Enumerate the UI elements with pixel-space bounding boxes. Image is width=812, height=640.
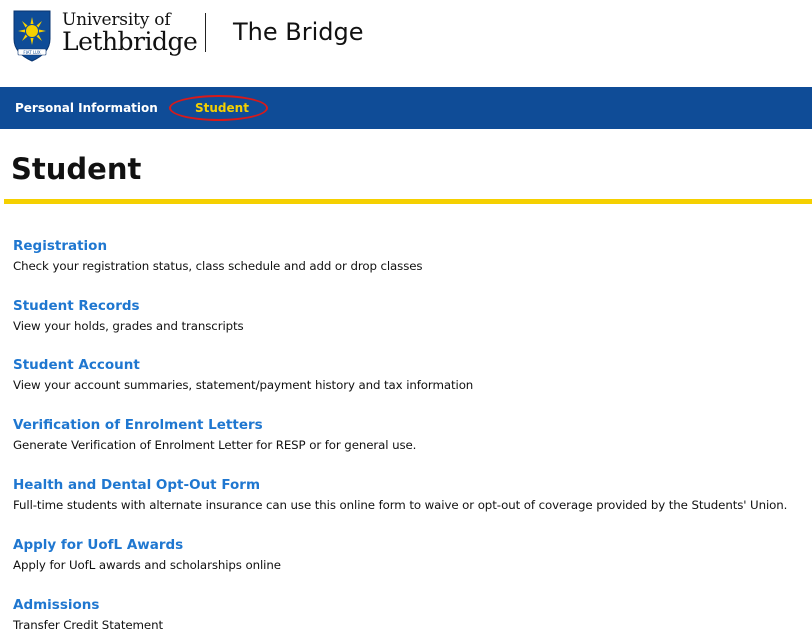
student-records-description: View your holds, grades and transcripts — [13, 319, 244, 333]
crest-motto: FIAT LUX — [23, 49, 41, 55]
uofl-awards-description: Apply for UofL awards and scholarships online — [13, 558, 281, 572]
uofl-awards-link[interactable]: Apply for UofL Awards — [13, 537, 184, 553]
registration-link[interactable]: Registration — [13, 238, 108, 254]
university-name-line2: Lethbridge — [62, 27, 198, 56]
admissions-description: Transfer Credit Statement — [13, 618, 163, 632]
header-divider — [205, 13, 206, 52]
verification-letters-description: Generate Verification of Enrolment Letter for RESP or for general use. — [13, 438, 417, 452]
university-crest-logo[interactable] — [12, 9, 52, 63]
nav-item-student[interactable]: Student — [195, 101, 249, 115]
app-title: The Bridge — [233, 18, 364, 46]
university-name-line1: University of — [62, 10, 171, 30]
main-nav — [0, 87, 812, 129]
menu-item-health-dental-opt-out — [13, 477, 812, 512]
registration-description: Check your registration status, class schedule and add or drop classes — [13, 259, 423, 273]
menu-item-admissions — [13, 597, 812, 632]
verification-letters-link[interactable]: Verification of Enrolment Letters — [13, 417, 263, 433]
student-account-link[interactable]: Student Account — [13, 357, 140, 373]
student-account-description: View your account summaries, statement/payment history and tax information — [13, 378, 474, 392]
nav-item-personal-information[interactable]: Personal Information — [15, 101, 158, 115]
health-dental-opt-out-link[interactable]: Health and Dental Opt-Out Form — [13, 477, 261, 493]
page-title: Student — [11, 152, 142, 186]
health-dental-opt-out-description: Full-time students with alternate insurance can use this online form to waive or opt-out of coverage provided by the Students' Union. — [13, 498, 788, 512]
student-records-link[interactable]: Student Records — [13, 298, 140, 314]
admissions-link[interactable]: Admissions — [13, 597, 100, 613]
menu-item-student-records — [13, 298, 812, 333]
menu-item-verification-letters — [13, 417, 812, 452]
menu-item-registration — [13, 238, 812, 273]
menu-item-uofl-awards — [13, 537, 812, 572]
site-header — [0, 0, 812, 87]
title-underline — [4, 199, 812, 204]
menu-item-student-account — [13, 357, 812, 392]
